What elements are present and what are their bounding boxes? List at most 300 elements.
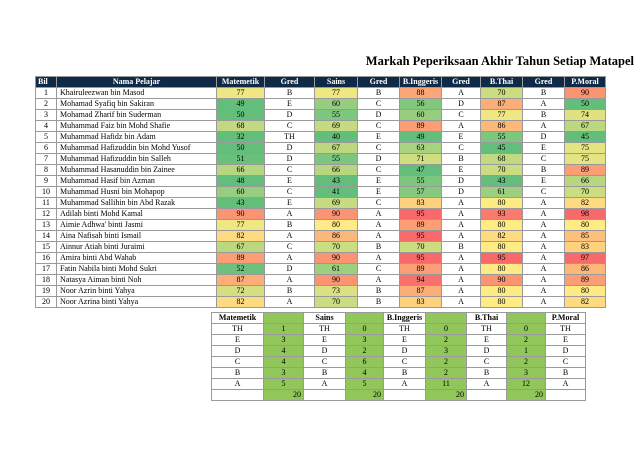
cell-gred-b-inggeris[interactable]: A xyxy=(442,297,481,308)
cell-b-inggeris[interactable]: 71 xyxy=(400,154,442,165)
cell-matemetik[interactable]: 50 xyxy=(217,143,265,154)
grade-count-cell[interactable] xyxy=(426,313,467,324)
cell-nama-pelajar[interactable]: Muhammad Husni bin Mohapop xyxy=(57,187,217,198)
cell-nama-pelajar[interactable]: Aimie Adhwa' binti Jasmi xyxy=(57,220,217,231)
grade-count-cell[interactable]: 1 xyxy=(507,346,546,357)
total-empty-cell[interactable] xyxy=(546,390,586,401)
cell-gred-sains[interactable]: D xyxy=(358,110,400,121)
cell-gred-sains[interactable]: E xyxy=(358,187,400,198)
cell-b-inggeris[interactable]: 95 xyxy=(400,209,442,220)
total-count-cell[interactable]: 20 xyxy=(426,390,467,401)
grade-count-cell[interactable]: 2 xyxy=(507,335,546,346)
grade-count-cell[interactable]: 3 xyxy=(264,368,304,379)
grade-label-cell[interactable]: E xyxy=(546,335,586,346)
total-empty-cell[interactable] xyxy=(304,390,346,401)
grade-count-cell[interactable]: 5 xyxy=(346,379,384,390)
cell-p-moral[interactable]: 89 xyxy=(565,165,606,176)
cell-gred-matemetik[interactable]: D xyxy=(265,143,315,154)
cell-gred-sains[interactable]: C xyxy=(358,121,400,132)
cell-bil[interactable]: 8 xyxy=(36,165,57,176)
grade-count-cell[interactable]: 0 xyxy=(346,324,384,335)
grade-label-cell[interactable]: TH xyxy=(212,324,264,335)
cell-b-thai[interactable]: 82 xyxy=(481,231,523,242)
total-count-cell[interactable]: 20 xyxy=(264,390,304,401)
header-nama-pelajar[interactable]: Nama Pelajar xyxy=(57,77,217,88)
cell-gred-matemetik[interactable]: C xyxy=(265,242,315,253)
cell-sains[interactable]: 90 xyxy=(315,253,358,264)
cell-gred-b-thai[interactable]: C xyxy=(523,154,565,165)
grade-label-cell[interactable]: B xyxy=(304,368,346,379)
grade-count-cell[interactable]: 4 xyxy=(264,357,304,368)
cell-gred-matemetik[interactable]: E xyxy=(265,198,315,209)
cell-b-thai[interactable]: 80 xyxy=(481,264,523,275)
grade-count-cell[interactable]: 12 xyxy=(507,379,546,390)
grade-count-cell[interactable]: 3 xyxy=(507,368,546,379)
grade-count-cell[interactable]: 1 xyxy=(264,324,304,335)
header-b-thai[interactable]: B.Thai xyxy=(481,77,523,88)
cell-gred-matemetik[interactable]: A xyxy=(265,297,315,308)
cell-gred-b-inggeris[interactable]: D xyxy=(442,99,481,110)
cell-b-inggeris[interactable]: 89 xyxy=(400,220,442,231)
grade-count-cell[interactable]: 3 xyxy=(426,346,467,357)
cell-gred-b-thai[interactable]: A xyxy=(523,209,565,220)
cell-gred-b-thai[interactable]: E xyxy=(523,176,565,187)
cell-p-moral[interactable]: 82 xyxy=(565,198,606,209)
cell-gred-sains[interactable]: A xyxy=(358,220,400,231)
cell-b-thai[interactable]: 68 xyxy=(481,154,523,165)
cell-b-thai[interactable]: 61 xyxy=(481,187,523,198)
cell-gred-sains[interactable]: C xyxy=(358,99,400,110)
cell-gred-b-inggeris[interactable]: C xyxy=(442,110,481,121)
cell-sains[interactable]: 55 xyxy=(315,110,358,121)
grade-label-cell[interactable]: Sains xyxy=(304,313,346,324)
cell-bil[interactable]: 17 xyxy=(36,264,57,275)
cell-nama-pelajar[interactable]: Muhammad Hasif bin Azman xyxy=(57,176,217,187)
cell-bil[interactable]: 16 xyxy=(36,253,57,264)
cell-gred-b-thai[interactable]: A xyxy=(523,231,565,242)
cell-nama-pelajar[interactable]: Noor Azrina binti Yahya xyxy=(57,297,217,308)
cell-gred-b-thai[interactable]: A xyxy=(523,242,565,253)
cell-matemetik[interactable]: 77 xyxy=(217,88,265,99)
cell-matemetik[interactable]: 89 xyxy=(217,253,265,264)
cell-gred-b-inggeris[interactable]: A xyxy=(442,253,481,264)
cell-gred-matemetik[interactable]: C xyxy=(265,121,315,132)
cell-gred-sains[interactable]: C xyxy=(358,165,400,176)
grade-label-cell[interactable]: A xyxy=(384,379,426,390)
cell-b-inggeris[interactable]: 88 xyxy=(400,88,442,99)
cell-nama-pelajar[interactable]: Noor Azrin binti Yahya xyxy=(57,286,217,297)
cell-b-thai[interactable]: 80 xyxy=(481,220,523,231)
cell-gred-b-inggeris[interactable]: A xyxy=(442,88,481,99)
cell-b-inggeris[interactable]: 70 xyxy=(400,242,442,253)
header-sains[interactable]: Sains xyxy=(315,77,358,88)
cell-matemetik[interactable]: 52 xyxy=(217,264,265,275)
grade-label-cell[interactable]: D xyxy=(384,346,426,357)
cell-gred-b-thai[interactable]: A xyxy=(523,121,565,132)
cell-sains[interactable]: 70 xyxy=(315,242,358,253)
cell-matemetik[interactable]: 87 xyxy=(217,275,265,286)
cell-p-moral[interactable]: 66 xyxy=(565,176,606,187)
cell-b-inggeris[interactable]: 55 xyxy=(400,176,442,187)
cell-b-thai[interactable]: 87 xyxy=(481,99,523,110)
cell-b-inggeris[interactable]: 57 xyxy=(400,187,442,198)
cell-gred-b-inggeris[interactable]: A xyxy=(442,264,481,275)
cell-gred-matemetik[interactable]: D xyxy=(265,154,315,165)
cell-gred-matemetik[interactable]: A xyxy=(265,209,315,220)
cell-p-moral[interactable]: 80 xyxy=(565,220,606,231)
cell-gred-sains[interactable]: A xyxy=(358,253,400,264)
cell-bil[interactable]: 4 xyxy=(36,121,57,132)
cell-gred-b-thai[interactable]: B xyxy=(523,110,565,121)
cell-p-moral[interactable]: 50 xyxy=(565,99,606,110)
cell-b-inggeris[interactable]: 94 xyxy=(400,275,442,286)
grade-label-cell[interactable]: B xyxy=(212,368,264,379)
cell-nama-pelajar[interactable]: Mohamad Zharif bin Suderman xyxy=(57,110,217,121)
cell-gred-sains[interactable]: A xyxy=(358,231,400,242)
cell-gred-b-thai[interactable]: A xyxy=(523,264,565,275)
cell-gred-sains[interactable]: B xyxy=(358,286,400,297)
cell-gred-sains[interactable]: C xyxy=(358,198,400,209)
header-p-moral[interactable]: P.Moral xyxy=(565,77,606,88)
grade-label-cell[interactable]: TH xyxy=(304,324,346,335)
grade-label-cell[interactable]: A xyxy=(546,379,586,390)
cell-sains[interactable]: 90 xyxy=(315,209,358,220)
cell-sains[interactable]: 66 xyxy=(315,165,358,176)
grade-label-cell[interactable]: B xyxy=(546,368,586,379)
grade-count-cell[interactable] xyxy=(507,313,546,324)
cell-nama-pelajar[interactable]: Aina Nafisah binti Ismail xyxy=(57,231,217,242)
cell-bil[interactable]: 5 xyxy=(36,132,57,143)
cell-p-moral[interactable]: 80 xyxy=(565,286,606,297)
cell-b-thai[interactable]: 90 xyxy=(481,275,523,286)
grade-count-cell[interactable]: 2 xyxy=(426,357,467,368)
cell-gred-matemetik[interactable]: TH xyxy=(265,132,315,143)
cell-p-moral[interactable]: 75 xyxy=(565,143,606,154)
cell-gred-matemetik[interactable]: C xyxy=(265,165,315,176)
grade-label-cell[interactable]: B xyxy=(384,368,426,379)
cell-matemetik[interactable]: 32 xyxy=(217,132,265,143)
cell-matemetik[interactable]: 50 xyxy=(217,110,265,121)
cell-gred-matemetik[interactable]: E xyxy=(265,99,315,110)
cell-b-thai[interactable]: 80 xyxy=(481,297,523,308)
cell-sains[interactable]: 40 xyxy=(315,132,358,143)
cell-p-moral[interactable]: 75 xyxy=(565,154,606,165)
cell-gred-b-inggeris[interactable]: A xyxy=(442,286,481,297)
cell-gred-b-inggeris[interactable]: B xyxy=(442,154,481,165)
header-gred-matemetik[interactable]: Gred xyxy=(265,77,315,88)
cell-sains[interactable]: 86 xyxy=(315,231,358,242)
cell-sains[interactable]: 61 xyxy=(315,264,358,275)
grade-count-cell[interactable]: 2 xyxy=(426,368,467,379)
cell-b-inggeris[interactable]: 56 xyxy=(400,99,442,110)
cell-gred-b-thai[interactable]: A xyxy=(523,220,565,231)
cell-gred-b-thai[interactable]: D xyxy=(523,132,565,143)
cell-p-moral[interactable]: 67 xyxy=(565,121,606,132)
cell-gred-b-inggeris[interactable]: A xyxy=(442,231,481,242)
grade-label-cell[interactable]: E xyxy=(212,335,264,346)
cell-nama-pelajar[interactable]: Adilah binti Mohd Kamal xyxy=(57,209,217,220)
cell-gred-b-inggeris[interactable]: B xyxy=(442,242,481,253)
cell-b-thai[interactable]: 80 xyxy=(481,286,523,297)
cell-bil[interactable]: 12 xyxy=(36,209,57,220)
grade-count-cell[interactable]: 3 xyxy=(264,335,304,346)
header-b-inggeris[interactable]: B.Inggeris xyxy=(400,77,442,88)
grade-label-cell[interactable]: D xyxy=(546,346,586,357)
cell-b-inggeris[interactable]: 95 xyxy=(400,231,442,242)
cell-bil[interactable]: 19 xyxy=(36,286,57,297)
grade-count-cell[interactable]: 0 xyxy=(426,324,467,335)
cell-b-thai[interactable]: 45 xyxy=(481,143,523,154)
cell-p-moral[interactable]: 74 xyxy=(565,110,606,121)
grade-count-cell[interactable]: 2 xyxy=(426,335,467,346)
cell-sains[interactable]: 69 xyxy=(315,121,358,132)
cell-nama-pelajar[interactable]: Muhammad Hasanuddin bin Zainee xyxy=(57,165,217,176)
cell-gred-sains[interactable]: E xyxy=(358,176,400,187)
cell-gred-sains[interactable]: C xyxy=(358,143,400,154)
cell-bil[interactable]: 10 xyxy=(36,187,57,198)
cell-sains[interactable]: 70 xyxy=(315,297,358,308)
cell-nama-pelajar[interactable]: Muhammad Sallihin bin Abd Razak xyxy=(57,198,217,209)
cell-gred-b-inggeris[interactable]: A xyxy=(442,209,481,220)
cell-gred-b-inggeris[interactable]: E xyxy=(442,165,481,176)
cell-bil[interactable]: 2 xyxy=(36,99,57,110)
cell-bil[interactable]: 9 xyxy=(36,176,57,187)
grade-count-cell[interactable]: 6 xyxy=(346,357,384,368)
cell-sains[interactable]: 73 xyxy=(315,286,358,297)
grade-count-cell[interactable]: 4 xyxy=(346,368,384,379)
cell-nama-pelajar[interactable]: Natasya Aiman binti Noh xyxy=(57,275,217,286)
grade-label-cell[interactable]: C xyxy=(304,357,346,368)
cell-matemetik[interactable]: 82 xyxy=(217,231,265,242)
cell-b-thai[interactable]: 80 xyxy=(481,242,523,253)
cell-b-inggeris[interactable]: 83 xyxy=(400,297,442,308)
grade-count-cell[interactable]: 2 xyxy=(507,357,546,368)
grade-label-cell[interactable]: C xyxy=(546,357,586,368)
cell-gred-matemetik[interactable]: A xyxy=(265,275,315,286)
cell-nama-pelajar[interactable]: Muhammad Hafidz bin Adam xyxy=(57,132,217,143)
header-bil[interactable]: Bil xyxy=(36,77,57,88)
cell-gred-matemetik[interactable]: B xyxy=(265,220,315,231)
cell-b-thai[interactable]: 77 xyxy=(481,110,523,121)
cell-b-inggeris[interactable]: 49 xyxy=(400,132,442,143)
cell-gred-b-inggeris[interactable]: A xyxy=(442,121,481,132)
cell-gred-sains[interactable]: C xyxy=(358,264,400,275)
cell-bil[interactable]: 13 xyxy=(36,220,57,231)
grade-label-cell[interactable]: TH xyxy=(467,324,507,335)
cell-sains[interactable]: 77 xyxy=(315,88,358,99)
cell-bil[interactable]: 14 xyxy=(36,231,57,242)
cell-gred-sains[interactable]: E xyxy=(358,132,400,143)
grade-label-cell[interactable]: A xyxy=(467,379,507,390)
cell-matemetik[interactable]: 66 xyxy=(217,165,265,176)
cell-bil[interactable]: 1 xyxy=(36,88,57,99)
grade-label-cell[interactable]: TH xyxy=(546,324,586,335)
grade-label-cell[interactable]: C xyxy=(467,357,507,368)
cell-gred-b-inggeris[interactable]: A xyxy=(442,275,481,286)
header-gred-b-inggeris[interactable]: Gred xyxy=(442,77,481,88)
cell-matemetik[interactable]: 51 xyxy=(217,154,265,165)
cell-b-inggeris[interactable]: 63 xyxy=(400,143,442,154)
cell-gred-b-thai[interactable]: A xyxy=(523,275,565,286)
cell-gred-sains[interactable]: D xyxy=(358,154,400,165)
cell-sains[interactable]: 55 xyxy=(315,154,358,165)
cell-b-inggeris[interactable]: 89 xyxy=(400,264,442,275)
grade-count-cell[interactable]: 11 xyxy=(426,379,467,390)
cell-p-moral[interactable]: 83 xyxy=(565,242,606,253)
cell-matemetik[interactable]: 67 xyxy=(217,242,265,253)
cell-gred-b-inggeris[interactable]: D xyxy=(442,187,481,198)
grade-label-cell[interactable]: Matemetik xyxy=(212,313,264,324)
cell-nama-pelajar[interactable]: Mohamad Syafiq bin Sakiran xyxy=(57,99,217,110)
cell-bil[interactable]: 7 xyxy=(36,154,57,165)
cell-gred-matemetik[interactable]: B xyxy=(265,286,315,297)
cell-matemetik[interactable]: 72 xyxy=(217,286,265,297)
cell-nama-pelajar[interactable]: Muhammad Faiz bin Mohd Shafie xyxy=(57,121,217,132)
cell-bil[interactable]: 3 xyxy=(36,110,57,121)
cell-p-moral[interactable]: 97 xyxy=(565,253,606,264)
grade-label-cell[interactable]: E xyxy=(467,335,507,346)
cell-nama-pelajar[interactable]: Fatin Nabila binti Mohd Sukri xyxy=(57,264,217,275)
cell-b-inggeris[interactable]: 95 xyxy=(400,253,442,264)
grade-count-cell[interactable]: 0 xyxy=(507,324,546,335)
cell-b-thai[interactable]: 80 xyxy=(481,198,523,209)
grade-count-cell[interactable]: 5 xyxy=(264,379,304,390)
cell-matemetik[interactable]: 43 xyxy=(217,198,265,209)
cell-nama-pelajar[interactable]: Muhammad Hafizuddin bin Mohd Yusof xyxy=(57,143,217,154)
grade-count-cell[interactable] xyxy=(264,313,304,324)
grade-label-cell[interactable]: A xyxy=(212,379,264,390)
cell-gred-b-thai[interactable]: A xyxy=(523,297,565,308)
cell-p-moral[interactable]: 82 xyxy=(565,297,606,308)
grade-label-cell[interactable]: B.Inggeris xyxy=(384,313,426,324)
grade-label-cell[interactable]: C xyxy=(384,357,426,368)
cell-gred-b-thai[interactable]: A xyxy=(523,198,565,209)
cell-nama-pelajar[interactable]: Ainnur Atiah binti Juraimi xyxy=(57,242,217,253)
total-empty-cell[interactable] xyxy=(467,390,507,401)
cell-sains[interactable]: 80 xyxy=(315,220,358,231)
cell-p-moral[interactable]: 45 xyxy=(565,132,606,143)
cell-gred-b-inggeris[interactable]: A xyxy=(442,220,481,231)
cell-gred-b-thai[interactable]: C xyxy=(523,187,565,198)
total-empty-cell[interactable] xyxy=(384,390,426,401)
cell-bil[interactable]: 6 xyxy=(36,143,57,154)
cell-b-thai[interactable]: 70 xyxy=(481,165,523,176)
cell-nama-pelajar[interactable]: Amira binti Abd Wahab xyxy=(57,253,217,264)
cell-gred-b-thai[interactable]: A xyxy=(523,286,565,297)
grade-label-cell[interactable]: P.Moral xyxy=(546,313,586,324)
cell-gred-matemetik[interactable]: A xyxy=(265,253,315,264)
cell-gred-b-thai[interactable]: A xyxy=(523,253,565,264)
cell-b-inggeris[interactable]: 60 xyxy=(400,110,442,121)
cell-matemetik[interactable]: 90 xyxy=(217,209,265,220)
cell-matemetik[interactable]: 68 xyxy=(217,121,265,132)
cell-gred-matemetik[interactable]: E xyxy=(265,176,315,187)
cell-gred-sains[interactable]: B xyxy=(358,297,400,308)
cell-b-thai[interactable]: 70 xyxy=(481,88,523,99)
total-count-cell[interactable]: 20 xyxy=(507,390,546,401)
cell-gred-b-thai[interactable]: A xyxy=(523,99,565,110)
cell-b-inggeris[interactable]: 89 xyxy=(400,121,442,132)
cell-p-moral[interactable]: 89 xyxy=(565,275,606,286)
grade-label-cell[interactable]: B.Thai xyxy=(467,313,507,324)
cell-bil[interactable]: 15 xyxy=(36,242,57,253)
cell-bil[interactable]: 18 xyxy=(36,275,57,286)
cell-gred-b-inggeris[interactable]: D xyxy=(442,176,481,187)
cell-gred-matemetik[interactable]: A xyxy=(265,231,315,242)
total-empty-cell[interactable] xyxy=(212,390,264,401)
cell-sains[interactable]: 69 xyxy=(315,198,358,209)
header-gred-sains[interactable]: Gred xyxy=(358,77,400,88)
cell-b-inggeris[interactable]: 83 xyxy=(400,198,442,209)
cell-b-inggeris[interactable]: 87 xyxy=(400,286,442,297)
cell-sains[interactable]: 67 xyxy=(315,143,358,154)
header-gred-b-thai[interactable]: Gred xyxy=(523,77,565,88)
cell-matemetik[interactable]: 49 xyxy=(217,99,265,110)
cell-b-thai[interactable]: 55 xyxy=(481,132,523,143)
cell-matemetik[interactable]: 77 xyxy=(217,220,265,231)
cell-b-inggeris[interactable]: 47 xyxy=(400,165,442,176)
grade-label-cell[interactable]: D xyxy=(304,346,346,357)
cell-b-thai[interactable]: 43 xyxy=(481,176,523,187)
cell-bil[interactable]: 11 xyxy=(36,198,57,209)
cell-gred-b-thai[interactable]: E xyxy=(523,143,565,154)
grade-label-cell[interactable]: A xyxy=(304,379,346,390)
cell-gred-matemetik[interactable]: D xyxy=(265,110,315,121)
cell-gred-sains[interactable]: B xyxy=(358,242,400,253)
cell-gred-b-inggeris[interactable]: A xyxy=(442,198,481,209)
grade-label-cell[interactable]: D xyxy=(212,346,264,357)
cell-b-thai[interactable]: 93 xyxy=(481,209,523,220)
grade-count-cell[interactable]: 4 xyxy=(264,346,304,357)
cell-gred-matemetik[interactable]: D xyxy=(265,264,315,275)
cell-gred-sains[interactable]: A xyxy=(358,209,400,220)
cell-gred-matemetik[interactable]: C xyxy=(265,187,315,198)
cell-gred-b-inggeris[interactable]: E xyxy=(442,132,481,143)
cell-bil[interactable]: 20 xyxy=(36,297,57,308)
cell-nama-pelajar[interactable]: Muhammad Hafizuddin bin Salleh xyxy=(57,154,217,165)
grade-count-cell[interactable]: 3 xyxy=(346,335,384,346)
grade-label-cell[interactable]: E xyxy=(384,335,426,346)
cell-gred-sains[interactable]: B xyxy=(358,88,400,99)
grade-label-cell[interactable]: C xyxy=(212,357,264,368)
cell-p-moral[interactable]: 85 xyxy=(565,231,606,242)
cell-nama-pelajar[interactable]: Khairuleezwan bin Masod xyxy=(57,88,217,99)
cell-matemetik[interactable]: 82 xyxy=(217,297,265,308)
cell-b-thai[interactable]: 86 xyxy=(481,121,523,132)
header-matemetik[interactable]: Matemetik xyxy=(217,77,265,88)
cell-sains[interactable]: 43 xyxy=(315,176,358,187)
grade-label-cell[interactable]: TH xyxy=(384,324,426,335)
grade-label-cell[interactable]: D xyxy=(467,346,507,357)
cell-matemetik[interactable]: 48 xyxy=(217,176,265,187)
grade-count-cell[interactable] xyxy=(346,313,384,324)
cell-gred-b-thai[interactable]: B xyxy=(523,88,565,99)
cell-gred-matemetik[interactable]: B xyxy=(265,88,315,99)
cell-gred-b-thai[interactable]: B xyxy=(523,165,565,176)
total-count-cell[interactable]: 20 xyxy=(346,390,384,401)
grade-label-cell[interactable]: B xyxy=(467,368,507,379)
cell-matemetik[interactable]: 60 xyxy=(217,187,265,198)
cell-gred-b-inggeris[interactable]: C xyxy=(442,143,481,154)
cell-p-moral[interactable]: 90 xyxy=(565,88,606,99)
cell-p-moral[interactable]: 70 xyxy=(565,187,606,198)
grade-label-cell[interactable]: E xyxy=(304,335,346,346)
cell-p-moral[interactable]: 98 xyxy=(565,209,606,220)
cell-sains[interactable]: 90 xyxy=(315,275,358,286)
cell-b-thai[interactable]: 95 xyxy=(481,253,523,264)
cell-p-moral[interactable]: 86 xyxy=(565,264,606,275)
cell-gred-sains[interactable]: A xyxy=(358,275,400,286)
